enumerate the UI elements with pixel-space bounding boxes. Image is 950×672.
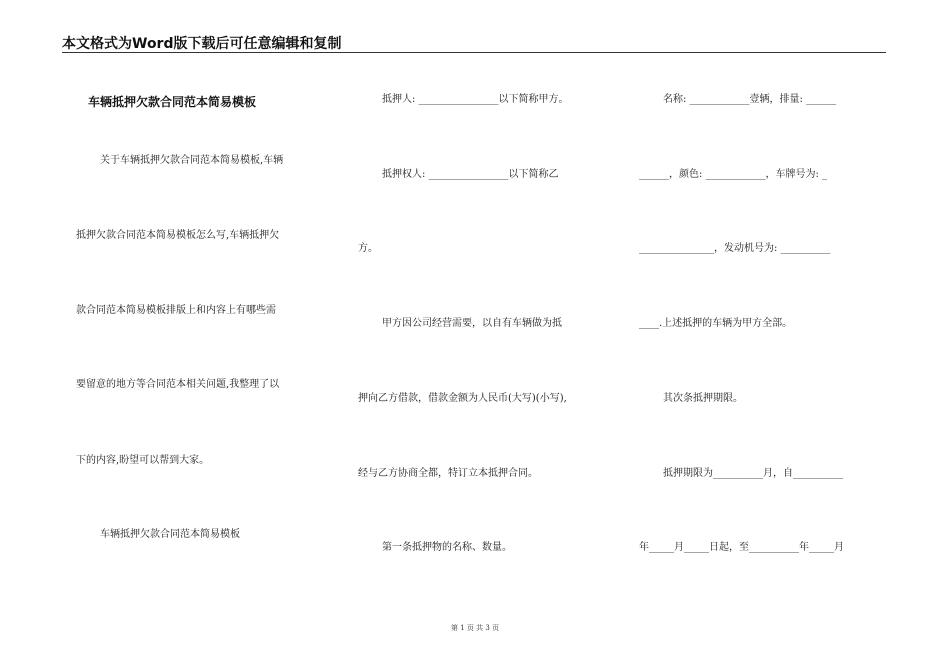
page-footer: 第 1 页 共 3 页 <box>450 624 500 632</box>
col1-line-5: 下的内容,盼望可以帮到大家。 <box>76 455 210 466</box>
col2-line-3: 方。 <box>358 243 378 254</box>
col3-line-2: ______，颜色: ____________，车牌号为: _ <box>639 169 828 180</box>
col2-line-5: 押向乙方借款，借款金额为人民币(大写)(小写), <box>358 393 567 404</box>
col2-line-7: 第一条抵押物的名称、数量。 <box>382 542 512 553</box>
col1-line-3: 款合同范本简易模板排版上和内容上有哪些需 <box>76 305 276 316</box>
col2-line-1: 抵押人: ________________以下简称甲方。 <box>382 94 569 105</box>
col1-line-1: 关于车辆抵押欠款合同范本简易模板,车辆 <box>100 155 284 166</box>
col3-line-7: 年_____月_____日起，至__________年_____月 <box>639 542 844 553</box>
header-divider <box>62 52 886 53</box>
col3-line-6: 抵押期限为__________月，自__________ <box>663 468 843 479</box>
col1-line-4: 要留意的地方等合同范本相关问题,我整理了以 <box>76 379 280 390</box>
col2-line-2: 抵押权人: ________________以下简称乙 <box>382 169 559 180</box>
col2-line-4: 甲方因公司经营需要，以自有车辆做为抵 <box>382 318 562 329</box>
col3-line-1: 名称: ____________壹辆，排量: ______ <box>663 94 837 105</box>
document-title: 车辆抵押欠款合同范本简易模板 <box>88 95 257 109</box>
col2-line-6: 经与乙方协商全都，特订立本抵押合同。 <box>358 468 538 479</box>
col3-line-5: 其次条抵押期限。 <box>663 393 743 404</box>
col3-line-3: _______________，发动机号为: __________ <box>639 243 831 254</box>
col3-line-4: ____.上述抵押的车辆为甲方全部。 <box>639 318 793 329</box>
col1-line-6: 车辆抵押欠款合同范本简易模板 <box>100 529 240 540</box>
document-header: 本文格式为Word版下载后可任意编辑和复制 <box>62 36 342 52</box>
col1-line-2: 抵押欠款合同范本简易模板怎么写,车辆抵押欠 <box>76 230 280 241</box>
